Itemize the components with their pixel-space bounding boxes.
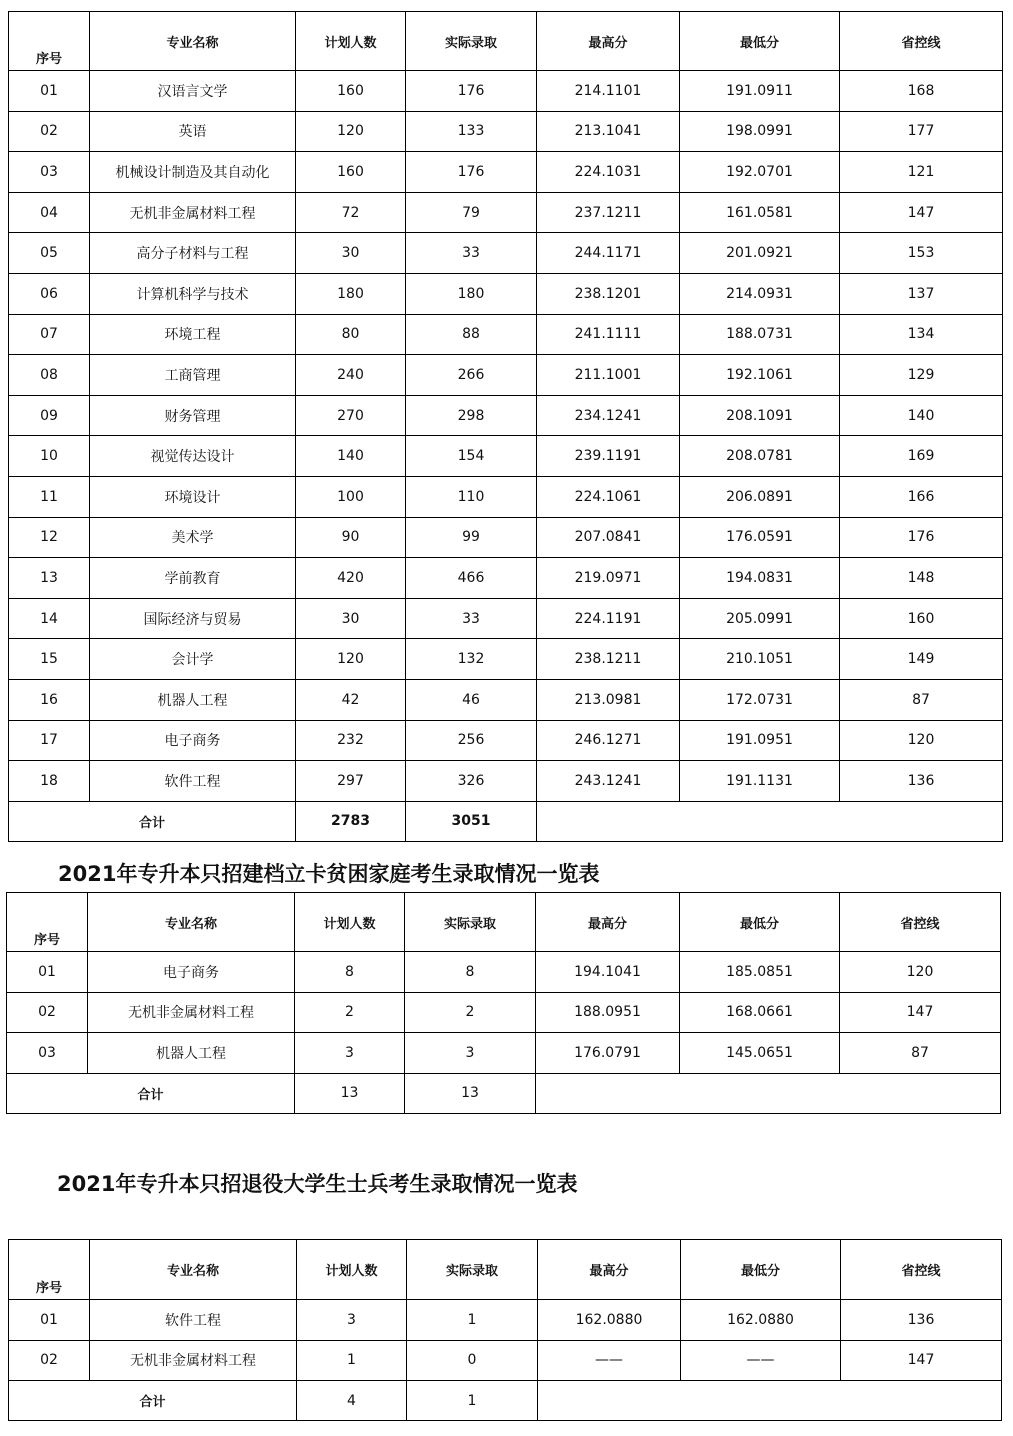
- header-major: 专业名称: [88, 893, 295, 952]
- cell-major: 环境设计: [90, 476, 296, 517]
- table-row: [9, 1340, 1002, 1381]
- cell-min-score: 176.0591: [680, 517, 840, 558]
- header-admitted: 实际录取: [405, 893, 536, 952]
- cell-control-line: 148: [840, 558, 1003, 599]
- cell-max-score: 188.0951: [536, 992, 680, 1033]
- cell-planned: 72: [296, 192, 406, 233]
- cell-admitted: 110: [406, 476, 537, 517]
- cell-admitted: 33: [406, 598, 537, 639]
- cell-control-line: 120: [840, 952, 1001, 993]
- cell-min-score: 201.0921: [680, 233, 840, 274]
- cell-control-line: 149: [840, 639, 1003, 680]
- total-planned: 4: [297, 1381, 407, 1421]
- cell-major: 国际经济与贸易: [90, 598, 296, 639]
- cell-seq: 13: [9, 558, 90, 599]
- cell-planned: 240: [296, 355, 406, 396]
- cell-admitted: 46: [406, 679, 537, 720]
- cell-seq: 12: [9, 517, 90, 558]
- total-row: [9, 801, 1003, 841]
- cell-admitted: 154: [406, 436, 537, 477]
- cell-min-score: 185.0851: [680, 952, 840, 993]
- cell-planned: 42: [296, 679, 406, 720]
- cell-max-score: 238.1201: [537, 273, 680, 314]
- cell-max-score: 214.1101: [537, 71, 680, 112]
- cell-min-score: 161.0581: [680, 192, 840, 233]
- cell-admitted: 3: [405, 1033, 536, 1074]
- table-row: [9, 476, 1003, 517]
- cell-control-line: 176: [840, 517, 1003, 558]
- table-row: [9, 1300, 1002, 1341]
- cell-planned: 232: [296, 720, 406, 761]
- cell-min-score: 205.0991: [680, 598, 840, 639]
- cell-planned: 80: [296, 314, 406, 355]
- cell-major: 无机非金属材料工程: [90, 192, 296, 233]
- cell-planned: 1: [297, 1340, 407, 1381]
- cell-admitted: 133: [406, 111, 537, 152]
- table-row: [9, 598, 1003, 639]
- cell-control-line: 147: [841, 1340, 1002, 1381]
- cell-admitted: 0: [407, 1340, 538, 1381]
- cell-planned: 100: [296, 476, 406, 517]
- cell-planned: 30: [296, 233, 406, 274]
- cell-max-score: 238.1211: [537, 639, 680, 680]
- total-blank: [536, 1073, 1001, 1113]
- total-admitted: 1: [407, 1381, 538, 1421]
- cell-control-line: 160: [840, 598, 1003, 639]
- cell-min-score: 168.0661: [680, 992, 840, 1033]
- cell-planned: 297: [296, 761, 406, 802]
- cell-min-score: 214.0931: [680, 273, 840, 314]
- cell-seq: 14: [9, 598, 90, 639]
- cell-major: 电子商务: [90, 720, 296, 761]
- cell-seq: 07: [9, 314, 90, 355]
- cell-major: 视觉传达设计: [90, 436, 296, 477]
- cell-seq: 05: [9, 233, 90, 274]
- header-control-line: 省控线: [840, 12, 1003, 71]
- cell-min-score: 208.1091: [680, 395, 840, 436]
- cell-seq: 01: [9, 1300, 90, 1341]
- table-row: [9, 720, 1003, 761]
- cell-planned: 180: [296, 273, 406, 314]
- cell-control-line: 134: [840, 314, 1003, 355]
- cell-max-score: 162.0880: [538, 1300, 681, 1341]
- cell-admitted: 1: [407, 1300, 538, 1341]
- cell-planned: 3: [297, 1300, 407, 1341]
- cell-seq: 16: [9, 679, 90, 720]
- admission-table-veteran: [8, 1239, 1002, 1421]
- cell-min-score: 192.0701: [680, 152, 840, 193]
- cell-admitted: 176: [406, 152, 537, 193]
- cell-min-score: 192.1061: [680, 355, 840, 396]
- cell-control-line: 129: [840, 355, 1003, 396]
- cell-seq: 02: [7, 992, 88, 1033]
- cell-max-score: 243.1241: [537, 761, 680, 802]
- cell-min-score: ——: [681, 1340, 841, 1381]
- total-row: [7, 1073, 1001, 1113]
- cell-control-line: 137: [840, 273, 1003, 314]
- cell-seq: 02: [9, 111, 90, 152]
- cell-seq: 08: [9, 355, 90, 396]
- cell-major: 汉语言文学: [90, 71, 296, 112]
- cell-planned: 120: [296, 639, 406, 680]
- cell-control-line: 120: [840, 720, 1003, 761]
- header-control-line: 省控线: [841, 1240, 1002, 1300]
- cell-seq: 01: [7, 952, 88, 993]
- header-major: 专业名称: [90, 1240, 297, 1300]
- cell-major: 会计学: [90, 639, 296, 680]
- table-row: [9, 436, 1003, 477]
- cell-major: 软件工程: [90, 1300, 297, 1341]
- total-planned: 2783: [296, 801, 406, 841]
- table-row: [7, 952, 1001, 993]
- cell-max-score: 194.1041: [536, 952, 680, 993]
- cell-seq: 11: [9, 476, 90, 517]
- cell-min-score: 198.0991: [680, 111, 840, 152]
- table-header-row: [9, 1240, 1002, 1300]
- cell-control-line: 169: [840, 436, 1003, 477]
- cell-control-line: 87: [840, 1033, 1001, 1074]
- cell-major: 无机非金属材料工程: [88, 992, 295, 1033]
- cell-admitted: 266: [406, 355, 537, 396]
- table-row: [9, 395, 1003, 436]
- cell-max-score: 211.1001: [537, 355, 680, 396]
- cell-min-score: 188.0731: [680, 314, 840, 355]
- table-row: [9, 314, 1003, 355]
- cell-seq: 01: [9, 71, 90, 112]
- cell-major: 软件工程: [90, 761, 296, 802]
- cell-major: 机器人工程: [88, 1033, 295, 1074]
- cell-admitted: 99: [406, 517, 537, 558]
- cell-min-score: 210.1051: [680, 639, 840, 680]
- cell-min-score: 172.0731: [680, 679, 840, 720]
- cell-major: 工商管理: [90, 355, 296, 396]
- table-row: [9, 639, 1003, 680]
- cell-major: 机器人工程: [90, 679, 296, 720]
- header-planned: 计划人数: [295, 893, 405, 952]
- cell-control-line: 136: [841, 1300, 1002, 1341]
- header-admitted: 实际录取: [406, 12, 537, 71]
- header-min-score: 最低分: [681, 1240, 841, 1300]
- cell-max-score: 224.1061: [537, 476, 680, 517]
- header-max-score: 最高分: [538, 1240, 681, 1300]
- header-major: 专业名称: [90, 12, 296, 71]
- table-row: [9, 761, 1003, 802]
- cell-control-line: 166: [840, 476, 1003, 517]
- cell-min-score: 206.0891: [680, 476, 840, 517]
- cell-admitted: 79: [406, 192, 537, 233]
- cell-max-score: 213.1041: [537, 111, 680, 152]
- cell-control-line: 147: [840, 992, 1001, 1033]
- cell-planned: 140: [296, 436, 406, 477]
- cell-planned: 3: [295, 1033, 405, 1074]
- total-label: 合计: [9, 801, 296, 841]
- cell-control-line: 87: [840, 679, 1003, 720]
- cell-seq: 03: [7, 1033, 88, 1074]
- cell-control-line: 153: [840, 233, 1003, 274]
- cell-min-score: 191.0911: [680, 71, 840, 112]
- total-admitted: 13: [405, 1073, 536, 1113]
- cell-major: 电子商务: [88, 952, 295, 993]
- table-row: [9, 233, 1003, 274]
- header-max-score: 最高分: [536, 893, 680, 952]
- cell-major: 机械设计制造及其自动化: [90, 152, 296, 193]
- cell-seq: 03: [9, 152, 90, 193]
- cell-min-score: 191.1131: [680, 761, 840, 802]
- cell-min-score: 191.0951: [680, 720, 840, 761]
- cell-seq: 04: [9, 192, 90, 233]
- cell-max-score: 237.1211: [537, 192, 680, 233]
- header-planned: 计划人数: [296, 12, 406, 71]
- cell-admitted: 88: [406, 314, 537, 355]
- header-max-score: 最高分: [537, 12, 680, 71]
- cell-admitted: 180: [406, 273, 537, 314]
- total-row: [9, 1381, 1002, 1421]
- cell-major: 财务管理: [90, 395, 296, 436]
- cell-major: 无机非金属材料工程: [90, 1340, 297, 1381]
- cell-admitted: 466: [406, 558, 537, 599]
- table-header-row: [9, 12, 1003, 71]
- cell-max-score: 246.1271: [537, 720, 680, 761]
- total-admitted: 3051: [406, 801, 537, 841]
- cell-major: 环境工程: [90, 314, 296, 355]
- total-label: 合计: [7, 1073, 295, 1113]
- cell-min-score: 162.0880: [681, 1300, 841, 1341]
- header-seq: 序号: [7, 893, 88, 952]
- header-control-line: 省控线: [840, 893, 1001, 952]
- cell-planned: 270: [296, 395, 406, 436]
- header-admitted: 实际录取: [407, 1240, 538, 1300]
- table-row: [9, 152, 1003, 193]
- table-row: [9, 192, 1003, 233]
- cell-planned: 30: [296, 598, 406, 639]
- cell-major: 高分子材料与工程: [90, 233, 296, 274]
- cell-max-score: 239.1191: [537, 436, 680, 477]
- header-seq: 序号: [9, 12, 90, 71]
- header-planned: 计划人数: [297, 1240, 407, 1300]
- cell-max-score: 224.1191: [537, 598, 680, 639]
- table-header-row: [7, 893, 1001, 952]
- cell-planned: 160: [296, 152, 406, 193]
- cell-seq: 06: [9, 273, 90, 314]
- cell-seq: 02: [9, 1340, 90, 1381]
- cell-admitted: 326: [406, 761, 537, 802]
- cell-planned: 420: [296, 558, 406, 599]
- total-blank: [537, 801, 1003, 841]
- cell-max-score: 219.0971: [537, 558, 680, 599]
- cell-max-score: 241.1111: [537, 314, 680, 355]
- total-label: 合计: [9, 1381, 297, 1421]
- cell-seq: 17: [9, 720, 90, 761]
- cell-planned: 2: [295, 992, 405, 1033]
- cell-major: 美术学: [90, 517, 296, 558]
- table-row: [7, 1033, 1001, 1074]
- cell-seq: 15: [9, 639, 90, 680]
- cell-major: 英语: [90, 111, 296, 152]
- cell-admitted: 176: [406, 71, 537, 112]
- cell-admitted: 256: [406, 720, 537, 761]
- cell-control-line: 177: [840, 111, 1003, 152]
- cell-planned: 120: [296, 111, 406, 152]
- table-row: [9, 558, 1003, 599]
- cell-min-score: 194.0831: [680, 558, 840, 599]
- cell-max-score: 234.1241: [537, 395, 680, 436]
- cell-max-score: 244.1171: [537, 233, 680, 274]
- header-min-score: 最低分: [680, 12, 840, 71]
- table-row: [9, 273, 1003, 314]
- table-row: [9, 111, 1003, 152]
- cell-admitted: 33: [406, 233, 537, 274]
- cell-max-score: 213.0981: [537, 679, 680, 720]
- table-row: [9, 355, 1003, 396]
- cell-max-score: 176.0791: [536, 1033, 680, 1074]
- table2-title: 2021年专升本只招建档立卡贫困家庭考生录取情况一览表: [58, 862, 600, 886]
- cell-control-line: 136: [840, 761, 1003, 802]
- cell-planned: 90: [296, 517, 406, 558]
- cell-admitted: 298: [406, 395, 537, 436]
- cell-max-score: ——: [538, 1340, 681, 1381]
- cell-admitted: 132: [406, 639, 537, 680]
- table-row: [9, 517, 1003, 558]
- table-row: [9, 71, 1003, 112]
- total-planned: 13: [295, 1073, 405, 1113]
- cell-max-score: 207.0841: [537, 517, 680, 558]
- cell-admitted: 8: [405, 952, 536, 993]
- admission-table-general: [8, 11, 1003, 842]
- cell-seq: 09: [9, 395, 90, 436]
- cell-seq: 18: [9, 761, 90, 802]
- admission-table-poverty: [6, 892, 1001, 1114]
- cell-control-line: 140: [840, 395, 1003, 436]
- cell-control-line: 147: [840, 192, 1003, 233]
- cell-major: 计算机科学与技术: [90, 273, 296, 314]
- table-row: [9, 679, 1003, 720]
- table-row: [7, 992, 1001, 1033]
- header-min-score: 最低分: [680, 893, 840, 952]
- table3-title: 2021年专升本只招退役大学生士兵考生录取情况一览表: [57, 1172, 578, 1196]
- cell-admitted: 2: [405, 992, 536, 1033]
- cell-seq: 10: [9, 436, 90, 477]
- cell-control-line: 121: [840, 152, 1003, 193]
- cell-min-score: 208.0781: [680, 436, 840, 477]
- cell-planned: 8: [295, 952, 405, 993]
- header-seq: 序号: [9, 1240, 90, 1300]
- total-blank: [538, 1381, 1002, 1421]
- cell-control-line: 168: [840, 71, 1003, 112]
- cell-major: 学前教育: [90, 558, 296, 599]
- cell-max-score: 224.1031: [537, 152, 680, 193]
- cell-planned: 160: [296, 71, 406, 112]
- cell-min-score: 145.0651: [680, 1033, 840, 1074]
